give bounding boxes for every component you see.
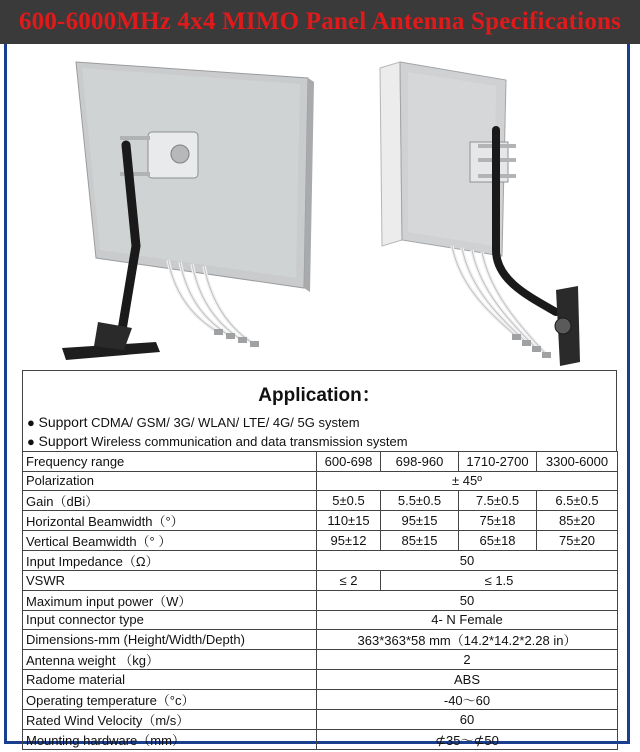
row-value: 50 xyxy=(317,551,618,571)
table-row xyxy=(23,590,618,610)
row-value: 2 xyxy=(317,650,618,670)
row-label: Horizontal Beamwidth（°） xyxy=(23,511,317,531)
band-header: 3300-6000 xyxy=(537,452,618,472)
row-label: Polarization xyxy=(23,471,317,491)
bullet-icon: ● xyxy=(27,415,35,430)
antenna-side-view-image xyxy=(380,62,580,366)
row-value: ≤ 2 xyxy=(317,571,381,591)
row-label: Maximum input power（W） xyxy=(23,590,317,610)
row-value: 5±0.5 xyxy=(317,491,381,511)
row-label: VSWR xyxy=(23,571,317,591)
row-value: 95±12 xyxy=(317,531,381,551)
row-value: 363*363*58 mm（14.2*14.2*2.28 in） xyxy=(317,630,618,650)
row-value: 95±15 xyxy=(381,511,459,531)
application-item-lead: Support xyxy=(38,433,88,449)
row-value: 60 xyxy=(317,709,618,729)
row-value: ± 45º xyxy=(317,471,618,491)
row-value: ≤ 1.5 xyxy=(381,571,618,591)
row-value: ABS xyxy=(317,670,618,690)
table-row xyxy=(23,571,618,591)
row-value: 75±20 xyxy=(537,531,618,551)
application-section xyxy=(22,370,617,451)
row-value: 85±15 xyxy=(381,531,459,551)
table-row xyxy=(23,689,618,709)
row-label: Input Impedance（Ω） xyxy=(23,551,317,571)
row-label: Antenna weight （kg） xyxy=(23,650,317,670)
table-row xyxy=(23,471,618,491)
row-value: 75±18 xyxy=(459,511,537,531)
row-value: 5.5±0.5 xyxy=(381,491,459,511)
table-row xyxy=(23,531,618,551)
row-value: -40～60 xyxy=(317,689,618,709)
row-label: Gain（dBi） xyxy=(23,491,317,511)
product-photos xyxy=(8,50,626,368)
table-row xyxy=(23,650,618,670)
row-label: Rated Wind Velocity（m/s） xyxy=(23,709,317,729)
row-label: Vertical Beamwidth（° ） xyxy=(23,531,317,551)
row-value: 85±20 xyxy=(537,511,618,531)
row-value: 6.5±0.5 xyxy=(537,491,618,511)
band-header: 1710-2700 xyxy=(459,452,537,472)
specifications-table xyxy=(22,451,618,750)
row-label: Input connector type xyxy=(23,610,317,630)
row-label: Radome material xyxy=(23,670,317,690)
row-value: 50 xyxy=(317,590,618,610)
row-label: Dimensions-mm (Height/Width/Depth) xyxy=(23,630,317,650)
row-value: 65±18 xyxy=(459,531,537,551)
title-banner xyxy=(0,0,640,44)
row-label: Frequency range xyxy=(23,452,317,472)
table-row xyxy=(23,551,618,571)
row-label: Operating temperature（°c） xyxy=(23,689,317,709)
table-row xyxy=(23,670,618,690)
specification-block xyxy=(22,370,617,750)
table-row xyxy=(23,610,618,630)
table-row xyxy=(23,630,618,650)
table-row xyxy=(23,729,618,749)
application-item xyxy=(27,433,408,449)
application-item-text: Wireless communication and data transmission system xyxy=(87,434,408,449)
application-title: Application： xyxy=(258,385,381,406)
row-label: Mounting hardware（mm） xyxy=(23,729,317,749)
table-row xyxy=(23,709,618,729)
antenna-front-view-image xyxy=(62,62,314,360)
row-value: 110±15 xyxy=(317,511,381,531)
application-item-text: CDMA/ GSM/ 3G/ WLAN/ LTE/ 4G/ 5G system xyxy=(87,415,360,430)
table-row xyxy=(23,511,618,531)
bullet-icon: ● xyxy=(27,434,35,449)
band-header: 698-960 xyxy=(381,452,459,472)
application-item xyxy=(27,414,360,430)
band-header: 600-698 xyxy=(317,452,381,472)
page-title: 600-6000MHz 4x4 MIMO Panel Antenna Specifications xyxy=(18,8,622,35)
table-row xyxy=(23,452,618,472)
row-value: 4- N Female xyxy=(317,610,618,630)
row-value: ⊄35～⊄50 xyxy=(317,729,618,749)
application-item-lead: Support xyxy=(38,414,88,430)
table-row xyxy=(23,491,618,511)
row-value: 7.5±0.5 xyxy=(459,491,537,511)
